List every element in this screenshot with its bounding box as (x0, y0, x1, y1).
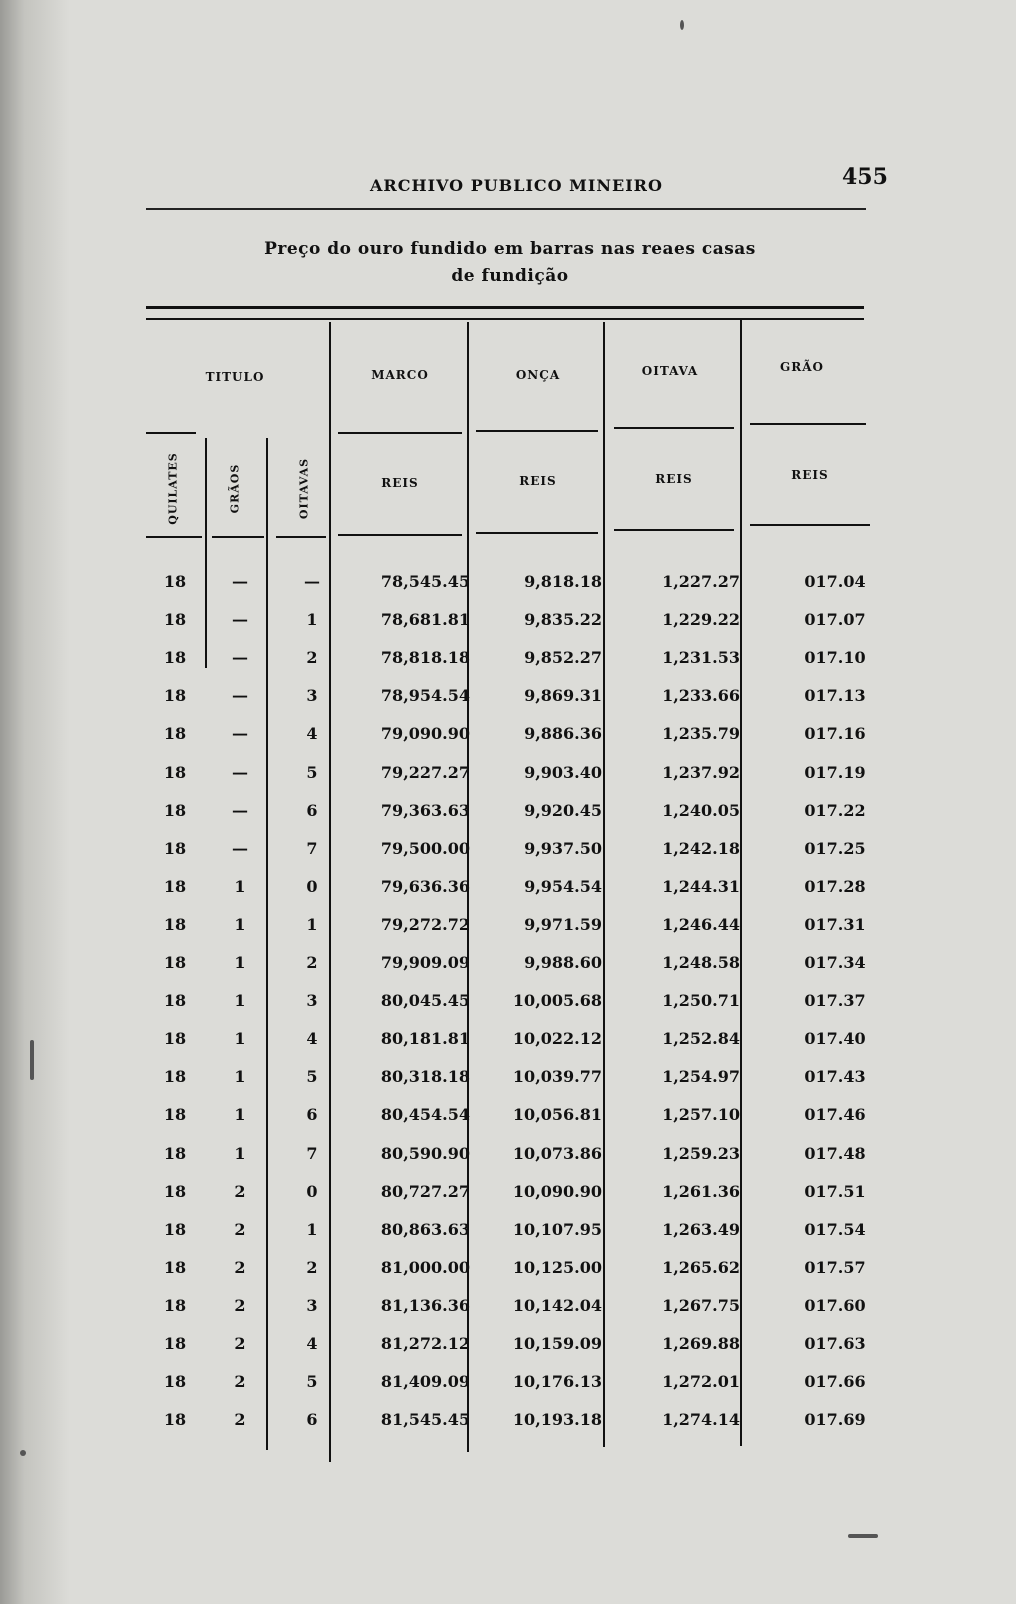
cell-quilates: 18 (163, 1334, 187, 1353)
header-marco: MARCO (371, 368, 429, 382)
cell-quilates: 18 (163, 1029, 187, 1049)
header-subrule (750, 423, 866, 425)
cell-grao: 017.57 (804, 1257, 866, 1277)
cell-oitavas: 1 (306, 1219, 318, 1239)
table-row (0, 639, 1016, 677)
cell-oitavas: 5 (306, 1372, 318, 1392)
cell-oitavas: 1 (306, 610, 318, 630)
cell-graos: 1 (234, 1143, 246, 1163)
cell-marco: 80,045.45 (380, 991, 470, 1011)
cell-grao: 017.46 (804, 1105, 866, 1125)
scan-speck (20, 1450, 26, 1456)
cell-quilates: 18 (163, 1372, 187, 1392)
cell-graos: 1 (234, 1029, 246, 1049)
cell-quilates: 18 (163, 953, 187, 972)
table-top-rule-thin (146, 318, 864, 320)
cell-onca: 9,971.59 (524, 914, 602, 934)
cell-quilates: 18 (163, 991, 187, 1011)
cell-grao: 017.66 (804, 1372, 866, 1392)
table-row (0, 1325, 1016, 1363)
cell-oitava: 1,261.36 (662, 1181, 740, 1201)
running-head: ARCHIVO PUBLICO MINEIRO (370, 176, 663, 195)
cell-marco: 79,227.27 (380, 762, 470, 782)
cell-onca: 10,073.86 (512, 1143, 602, 1163)
cell-quilates: 18 (163, 724, 187, 744)
cell-onca: 9,937.50 (524, 838, 602, 858)
cell-grao: 017.25 (804, 838, 866, 858)
cell-onca: 10,159.09 (512, 1334, 602, 1353)
table-row (0, 1363, 1016, 1401)
table-row (0, 1058, 1016, 1096)
cell-oitavas: 6 (306, 1410, 318, 1430)
table-row (0, 1287, 1016, 1325)
table-row (0, 868, 1016, 906)
cell-oitava: 1,257.10 (662, 1105, 740, 1125)
header-bottom-rule (750, 524, 870, 526)
cell-onca: 10,142.04 (512, 1295, 602, 1315)
cell-onca: 9,886.36 (524, 724, 602, 744)
cell-grao: 017.04 (804, 572, 866, 591)
cell-oitava: 1,248.58 (662, 953, 740, 972)
cell-oitavas: 5 (306, 1067, 318, 1087)
cell-grao: 017.10 (804, 648, 866, 668)
header-onca: ONÇA (515, 368, 561, 382)
header-oitavas: OITAVAS (297, 457, 311, 520)
cell-grao: 017.43 (804, 1067, 866, 1087)
cell-marco: 80,590.90 (380, 1143, 470, 1163)
table-row (0, 1096, 1016, 1134)
header-reis-onca: REIS (519, 474, 557, 488)
cell-marco: 80,727.27 (380, 1181, 470, 1201)
cell-onca: 9,852.27 (524, 648, 602, 668)
cell-onca: 10,176.13 (512, 1372, 602, 1392)
cell-grao: 017.69 (804, 1410, 866, 1430)
cell-quilates: 18 (163, 572, 187, 591)
cell-quilates: 18 (163, 1295, 187, 1315)
cell-onca: 10,090.90 (512, 1181, 602, 1201)
cell-oitava: 1,235.79 (662, 724, 740, 744)
cell-oitava: 1,229.22 (662, 610, 740, 630)
cell-onca: 10,005.68 (512, 991, 602, 1011)
table-top-rule (146, 306, 864, 309)
cell-graos: 1 (234, 1105, 246, 1125)
cell-oitavas: 6 (306, 1105, 318, 1125)
cell-marco: 81,409.09 (380, 1372, 470, 1392)
cell-quilates: 18 (163, 838, 187, 858)
table-row (0, 1020, 1016, 1058)
table-row (0, 1401, 1016, 1439)
cell-grao: 017.13 (804, 686, 866, 706)
cell-oitava: 1,246.44 (662, 914, 740, 934)
cell-marco: 81,136.36 (380, 1295, 470, 1315)
table-row (0, 677, 1016, 715)
cell-oitavas: 4 (306, 724, 318, 744)
cell-grao: 017.40 (804, 1029, 866, 1049)
cell-oitava: 1,267.75 (662, 1295, 740, 1315)
table-row (0, 563, 1016, 601)
cell-marco: 81,545.45 (380, 1410, 470, 1430)
cell-quilates: 18 (163, 1219, 187, 1239)
cell-graos: 2 (234, 1334, 246, 1353)
scan-speck (30, 1040, 34, 1080)
cell-grao: 017.19 (804, 762, 866, 782)
cell-grao: 017.22 (804, 800, 866, 820)
cell-grao: 017.48 (804, 1143, 866, 1163)
table-row (0, 1135, 1016, 1173)
cell-oitavas: 3 (306, 686, 318, 706)
table-row (0, 715, 1016, 753)
cell-grao: 017.60 (804, 1295, 866, 1315)
cell-graos: — (232, 724, 248, 744)
header-bottom-rule (338, 534, 462, 536)
cell-oitava: 1,244.31 (662, 876, 740, 896)
cell-quilates: 18 (163, 876, 187, 896)
cell-oitava: 1,269.88 (662, 1334, 740, 1353)
cell-oitavas: 4 (306, 1029, 318, 1049)
cell-quilates: 18 (163, 800, 187, 820)
table-row (0, 754, 1016, 792)
cell-quilates: 18 (163, 1410, 187, 1430)
cell-grao: 017.37 (804, 991, 866, 1011)
cell-onca: 9,869.31 (524, 686, 602, 706)
cell-onca: 9,903.40 (524, 762, 602, 782)
cell-onca: 10,125.00 (512, 1257, 602, 1277)
cell-onca: 9,920.45 (524, 800, 602, 820)
cell-oitava: 1,227.27 (662, 572, 740, 591)
cell-graos: 2 (234, 1257, 246, 1277)
table-row (0, 982, 1016, 1020)
header-grao: GRÃO (780, 360, 824, 374)
cell-oitava: 1,265.62 (662, 1257, 740, 1277)
table-title-line-2: de fundição (451, 266, 569, 286)
cell-graos: 2 (234, 1372, 246, 1392)
cell-graos: — (232, 800, 248, 820)
cell-quilates: 18 (163, 1105, 187, 1125)
cell-graos: 1 (234, 991, 246, 1011)
cell-oitavas: 3 (306, 1295, 318, 1315)
cell-marco: 80,863.63 (380, 1219, 470, 1239)
scan-speck (848, 1534, 878, 1538)
page-number: 455 (842, 164, 888, 190)
cell-oitava: 1,242.18 (662, 838, 740, 858)
header-subrule (338, 432, 462, 434)
cell-marco: 80,318.18 (380, 1067, 470, 1087)
table-row (0, 792, 1016, 830)
cell-oitava: 1,252.84 (662, 1029, 740, 1049)
cell-quilates: 18 (163, 610, 187, 630)
cell-oitava: 1,237.92 (662, 762, 740, 782)
cell-onca: 10,193.18 (512, 1410, 602, 1430)
cell-graos: — (232, 648, 248, 668)
cell-graos: — (232, 610, 248, 630)
cell-marco: 79,500.00 (380, 838, 470, 858)
cell-oitava: 1,259.23 (662, 1143, 740, 1163)
header-reis-grao: REIS (791, 468, 829, 482)
cell-quilates: 18 (163, 914, 187, 934)
header-subrule (614, 427, 734, 429)
cell-onca: 9,954.54 (524, 876, 602, 896)
cell-graos: — (232, 838, 248, 858)
header-bottom-rule (276, 536, 326, 538)
cell-oitava: 1,240.05 (662, 800, 740, 820)
cell-quilates: 18 (163, 686, 187, 706)
cell-marco: 81,272.12 (380, 1334, 470, 1353)
cell-graos: 2 (234, 1219, 246, 1239)
cell-marco: 79,909.09 (380, 953, 470, 972)
header-reis-oitava: REIS (655, 472, 693, 486)
cell-onca: 10,107.95 (512, 1219, 602, 1239)
cell-oitava: 1,272.01 (662, 1372, 740, 1392)
cell-oitava: 1,263.49 (662, 1219, 740, 1239)
cell-oitavas: — (304, 572, 320, 591)
cell-oitava: 1,231.53 (662, 648, 740, 668)
cell-quilates: 18 (163, 1067, 187, 1087)
cell-grao: 017.07 (804, 610, 866, 630)
cell-grao: 017.51 (804, 1181, 866, 1201)
cell-marco: 79,363.63 (380, 800, 470, 820)
cell-grao: 017.16 (804, 724, 866, 744)
cell-graos: 2 (234, 1181, 246, 1201)
header-bottom-rule (476, 532, 598, 534)
cell-oitavas: 0 (306, 1181, 318, 1201)
scan-speck (680, 20, 684, 30)
cell-graos: — (232, 686, 248, 706)
cell-grao: 017.34 (804, 953, 866, 972)
table-row (0, 1211, 1016, 1249)
header-reis-marco: REIS (381, 476, 419, 490)
cell-oitavas: 2 (306, 953, 318, 972)
cell-onca: 10,056.81 (512, 1105, 602, 1125)
cell-onca: 9,988.60 (524, 953, 602, 972)
cell-graos: 2 (234, 1295, 246, 1315)
header-titulo: TITULO (205, 370, 265, 384)
header-oitava: OITAVA (641, 364, 699, 378)
cell-oitavas: 1 (306, 914, 318, 934)
cell-quilates: 18 (163, 1143, 187, 1163)
cell-marco: 79,272.72 (380, 914, 470, 934)
cell-graos: — (232, 762, 248, 782)
cell-graos: — (232, 572, 248, 591)
header-bottom-rule (146, 536, 202, 538)
cell-graos: 1 (234, 953, 246, 972)
cell-marco: 80,181.81 (380, 1029, 470, 1049)
cell-quilates: 18 (163, 1257, 187, 1277)
table-title-line-1: Preço do ouro fundido em barras nas reaes casas (264, 239, 756, 259)
cell-onca: 9,818.18 (524, 572, 602, 591)
cell-oitavas: 3 (306, 991, 318, 1011)
cell-marco: 80,454.54 (380, 1105, 470, 1125)
cell-onca: 9,835.22 (524, 610, 602, 630)
header-subrule (476, 430, 598, 432)
header-subrule (146, 432, 196, 434)
cell-oitava: 1,274.14 (662, 1410, 740, 1430)
cell-grao: 017.31 (804, 914, 866, 934)
cell-oitavas: 7 (306, 838, 318, 858)
cell-grao: 017.54 (804, 1219, 866, 1239)
table-row (0, 601, 1016, 639)
cell-grao: 017.63 (804, 1334, 866, 1353)
header-bottom-rule (212, 536, 264, 538)
header-rule (146, 208, 866, 210)
cell-graos: 2 (234, 1410, 246, 1430)
table-row (0, 944, 1016, 982)
cell-quilates: 18 (163, 762, 187, 782)
cell-marco: 79,636.36 (380, 876, 470, 896)
cell-onca: 10,039.77 (512, 1067, 602, 1087)
cell-marco: 78,681.81 (380, 610, 470, 630)
cell-grao: 017.28 (804, 876, 866, 896)
cell-marco: 79,090.90 (380, 724, 470, 744)
header-quilates: QUILATES (166, 452, 180, 525)
header-bottom-rule (614, 529, 734, 531)
table-row (0, 830, 1016, 868)
table-row (0, 1249, 1016, 1287)
table-title (150, 236, 870, 290)
cell-oitava: 1,233.66 (662, 686, 740, 706)
cell-marco: 81,000.00 (380, 1257, 470, 1277)
cell-onca: 10,022.12 (512, 1029, 602, 1049)
table-row (0, 906, 1016, 944)
cell-oitava: 1,250.71 (662, 991, 740, 1011)
cell-oitavas: 4 (306, 1334, 318, 1353)
table-row (0, 1173, 1016, 1211)
cell-oitava: 1,254.97 (662, 1067, 740, 1087)
cell-quilates: 18 (163, 1181, 187, 1201)
cell-oitavas: 6 (306, 800, 318, 820)
cell-graos: 1 (234, 1067, 246, 1087)
cell-quilates: 18 (163, 648, 187, 668)
cell-marco: 78,954.54 (380, 686, 470, 706)
cell-graos: 1 (234, 876, 246, 896)
cell-marco: 78,818.18 (380, 648, 470, 668)
cell-marco: 78,545.45 (380, 572, 470, 591)
cell-oitavas: 7 (306, 1143, 318, 1163)
cell-oitavas: 2 (306, 648, 318, 668)
cell-oitavas: 5 (306, 762, 318, 782)
cell-oitavas: 0 (306, 876, 318, 896)
cell-graos: 1 (234, 914, 246, 934)
header-graos: GRÃOS (228, 463, 242, 514)
cell-oitavas: 2 (306, 1257, 318, 1277)
